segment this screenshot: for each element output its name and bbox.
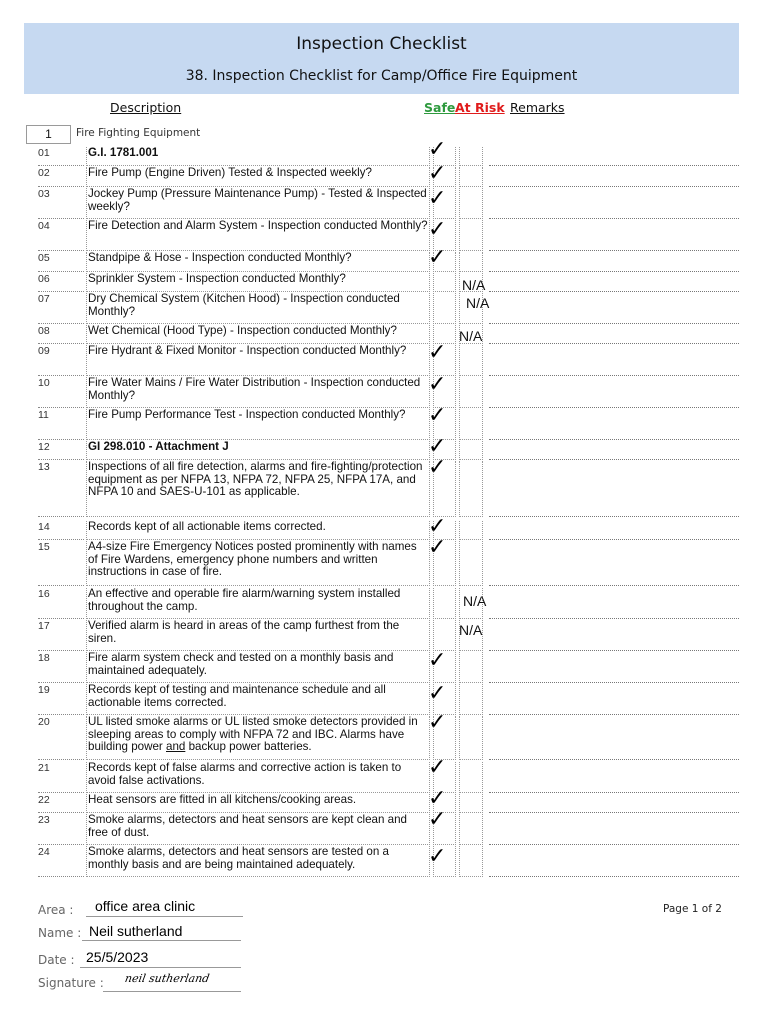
row-number: 08 [38,325,50,337]
row-description: Fire Pump (Engine Driven) Tested & Inspected weekly? [86,167,430,187]
check-mark-icon: ✓ [428,648,447,673]
checklist-row [0,434,768,460]
checklist-row [0,620,768,651]
checklist-row [0,807,768,845]
row-number: 22 [38,794,50,806]
row-number-underline [38,291,84,292]
at-risk-checkbox[interactable] [459,220,483,251]
at-risk-checkbox[interactable] [459,762,483,793]
check-mark-icon: ✓ [428,455,447,480]
check-mark-icon: ✓ [428,681,447,706]
remarks-field[interactable] [489,218,739,219]
row-description: Fire Water Mains / Fire Water Distribution - Inspection conducted Monthly? [86,377,430,408]
checklist-row [0,245,768,272]
section-title: Fire Fighting Equipment [76,127,201,139]
row-number-underline [38,585,84,586]
row-number-underline [38,218,84,219]
row-number: 16 [38,588,50,600]
row-description: Smoke alarms, detectors and heat sensors are kept clean and free of dust. [86,814,430,845]
row-number-underline [38,618,84,619]
row-number-underline [38,186,84,187]
row-description: Records kept of all actionable items corrected. [86,521,430,540]
row-number-underline [38,323,84,324]
row-number: 13 [38,461,50,473]
at-risk-checkbox[interactable] [459,652,483,683]
remarks-field[interactable] [489,585,739,586]
area-value[interactable]: office area clinic [95,898,196,914]
checklist-row [0,455,768,517]
at-risk-checkbox[interactable] [459,147,483,166]
remarks-field[interactable] [489,876,739,877]
row-number-underline [38,650,84,651]
remarks-field[interactable] [489,323,739,324]
signature-underline [103,991,241,992]
row-number-underline [38,343,84,344]
row-description: Standpipe & Hose - Inspection conducted Monthly? [86,252,430,272]
remarks-field[interactable] [489,407,739,408]
row-description: Inspections of all fire detection, alarms and fire-fighting/protection equipment as per NFPA 13, NFPA 72, NFPA 25, NFPA 17A, and NFPA 10 and SAES-U-101 as applicable. [86,461,430,517]
row-description: Dry Chemical System (Kitchen Hood) - Inspection conducted Monthly? [86,293,430,324]
checklist-row [0,846,768,877]
name-underline [82,940,241,941]
check-mark-icon: ✓ [428,807,447,832]
at-risk-checkbox[interactable] [459,814,483,845]
check-mark-icon: ✓ [428,786,447,811]
remarks-field[interactable] [489,291,739,292]
remarks-field[interactable] [489,759,739,760]
row-description: GI 298.010 - Attachment J [86,441,430,460]
checklist-row [0,403,768,440]
remarks-field[interactable] [489,516,739,517]
row-description: Verified alarm is heard in areas of the camp furthest from the siren. [86,620,430,651]
signature-label: Signature : [38,976,104,990]
safe-checkbox[interactable] [433,620,456,651]
row-number: 02 [38,167,50,179]
section-number: 1 [26,125,71,144]
remarks-field[interactable] [489,539,739,540]
row-number: 04 [38,220,50,232]
remarks-field[interactable] [489,459,739,460]
row-number: 21 [38,762,50,774]
row-number-underline [38,714,84,715]
remarks-field[interactable] [489,165,739,166]
remarks-field[interactable] [489,618,739,619]
check-mark-icon: ✓ [428,403,447,428]
check-mark-icon: ✓ [428,245,447,270]
safe-checkbox[interactable] [433,273,456,292]
safe-checkbox[interactable] [433,293,456,324]
page-number: Page 1 of 2 [663,903,722,915]
remarks-field[interactable] [489,250,739,251]
area-underline [86,916,243,917]
row-number: 06 [38,273,50,285]
row-number: 12 [38,441,50,453]
checklist-row [0,340,768,376]
checklist-row [0,588,768,619]
checklist-row [0,681,768,715]
checklist-row [0,137,768,166]
remark-text: N/A [459,622,483,638]
at-risk-checkbox[interactable] [459,846,483,877]
remark-text: N/A [459,328,483,344]
area-label: Area : [38,903,74,917]
row-number: 24 [38,846,50,858]
row-number-underline [38,439,84,440]
row-number: 15 [38,541,50,553]
row-number-underline [38,375,84,376]
checklist-row [0,514,768,540]
row-description: G.I. 1781.001 [86,147,430,166]
name-label: Name : [38,926,82,940]
check-mark-icon: ✓ [428,755,447,780]
row-description: Fire Detection and Alarm System - Inspection conducted Monthly? [86,220,430,251]
check-mark-icon: ✓ [428,514,447,539]
check-mark-icon: ✓ [428,710,447,735]
checklist-row [0,372,768,408]
row-number-underline [38,271,84,272]
row-number: 03 [38,188,50,200]
check-mark-icon: ✓ [428,161,447,186]
page-title: Inspection Checklist [296,34,467,54]
checklist-row [0,217,768,251]
row-number: 19 [38,684,50,696]
check-mark-icon: ✓ [428,217,447,242]
row-description: Fire Pump Performance Test - Inspection conducted Monthly? [86,409,430,440]
column-header-description: Description [110,100,182,115]
at-risk-checkbox[interactable] [459,409,483,440]
row-description: Fire alarm system check and tested on a monthly basis and maintained adequately. [86,652,430,683]
row-number: 07 [38,293,50,305]
row-number-underline [38,759,84,760]
row-number: 05 [38,252,50,264]
row-number-underline [38,844,84,845]
at-risk-checkbox[interactable] [459,377,483,408]
checklist-row [0,755,768,793]
check-mark-icon: ✓ [428,186,447,211]
at-risk-checkbox[interactable] [459,167,483,187]
row-number-underline [38,812,84,813]
row-description: An effective and operable fire alarm/warning system installed throughout the camp. [86,588,430,619]
remarks-field[interactable] [489,714,739,715]
check-mark-icon: ✓ [428,372,447,397]
row-description: Heat sensors are fitted in all kitchens/cooking areas. [86,794,430,813]
checklist-row [0,648,768,683]
remark-text: N/A [466,295,490,311]
row-number: 09 [38,345,50,357]
remarks-field[interactable] [489,792,739,793]
remarks-field[interactable] [489,650,739,651]
row-number: 17 [38,620,50,632]
signature: neil sutherland [123,972,211,985]
remarks-field[interactable] [489,439,739,440]
check-mark-icon: ✓ [428,844,447,869]
row-number-underline [38,165,84,166]
row-number: 01 [38,147,50,159]
remarks-field[interactable] [489,271,739,272]
checklist-row [0,710,768,760]
row-number-underline [38,516,84,517]
remark-text: N/A [463,593,487,609]
row-description: Sprinkler System - Inspection conducted Monthly? [86,273,430,292]
row-description: Fire Hydrant & Fixed Monitor - Inspection conducted Monthly? [86,345,430,376]
remark-text: N/A [462,277,486,293]
remarks-field[interactable] [489,812,739,813]
row-number: 10 [38,377,50,389]
checklist-row [0,786,768,813]
at-risk-checkbox[interactable] [459,461,483,517]
checklist-row [0,161,768,187]
remarks-field[interactable] [489,186,739,187]
row-number: 23 [38,814,50,826]
row-description: Smoke alarms, detectors and heat sensors are tested on a monthly basis and are being maintained adequately. [86,846,430,877]
checklist-row [0,535,768,586]
checklist-row [0,273,768,292]
row-number-underline [38,792,84,793]
row-description: A4-size Fire Emergency Notices posted prominently with names of Fire Wardens, emergency phone numbers and written instructions in case of fire. [86,541,430,586]
row-number-underline [38,539,84,540]
row-number-underline [38,876,84,877]
date-underline [80,967,241,968]
check-mark-icon: ✓ [428,137,447,162]
at-risk-checkbox[interactable] [459,541,483,586]
page-subtitle: 38. Inspection Checklist for Camp/Office Fire Equipment [185,68,578,84]
row-number-underline [38,250,84,251]
row-number: 18 [38,652,50,664]
checklist-row [0,325,768,344]
safe-checkbox[interactable] [433,588,456,619]
column-header-remarks: Remarks [510,100,565,115]
row-number: 14 [38,521,50,533]
row-number-underline [38,682,84,683]
column-header-at-risk: At Risk [455,100,505,115]
date-label: Date : [38,953,75,967]
row-number-underline [38,407,84,408]
row-number-underline [38,459,84,460]
at-risk-checkbox[interactable] [459,684,483,715]
remarks-field[interactable] [489,682,739,683]
at-risk-checkbox[interactable] [459,252,483,272]
at-risk-checkbox[interactable] [459,521,483,540]
at-risk-checkbox[interactable] [459,441,483,460]
row-description: Wet Chemical (Hood Type) - Inspection conducted Monthly? [86,325,430,344]
at-risk-checkbox[interactable] [459,794,483,813]
row-description: Records kept of false alarms and corrective action is taken to avoid false activations. [86,762,430,793]
row-description: UL listed smoke alarms or UL listed smoke detectors provided in sleeping areas to comply with NFPA 72 and IBC. Alarms have building power and backup power batteries. [86,716,430,760]
date-value[interactable]: 25/5/2023 [86,949,149,965]
at-risk-checkbox[interactable] [459,188,483,219]
checklist-row [0,293,768,324]
row-description: Jockey Pump (Pressure Maintenance Pump) - Tested & Inspected weekly? [86,188,430,219]
at-risk-checkbox[interactable] [459,345,483,376]
column-header-safe: Safe [424,100,456,115]
check-mark-icon: ✓ [428,340,447,365]
remarks-field[interactable] [489,375,739,376]
name-value[interactable]: Neil sutherland [89,923,183,939]
row-description: Records kept of testing and maintenance schedule and all actionable items corrected. [86,684,430,715]
remarks-field[interactable] [489,844,739,845]
check-mark-icon: ✓ [428,434,447,459]
checklist-row [0,188,768,219]
row-number: 11 [38,409,49,421]
at-risk-checkbox[interactable] [459,716,483,760]
row-number: 20 [38,716,50,728]
remarks-field[interactable] [489,343,739,344]
check-mark-icon: ✓ [428,535,447,560]
